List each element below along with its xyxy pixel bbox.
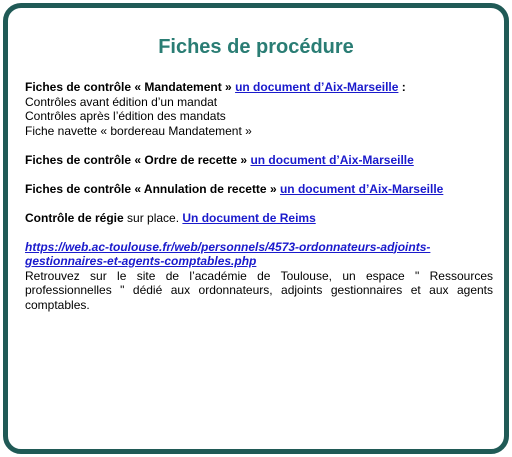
mandatement-line-1: Contrôles avant édition d’un mandat [25,94,218,109]
page-title: Fiches de procédure [158,36,354,58]
regie-doc-link[interactable]: Un document de Reims [182,210,316,225]
toulouse-link-line [25,240,493,269]
mandatement-colon: : [398,80,406,94]
toulouse-url-link[interactable]: https://web.ac-toulouse.fr/web/personnels/4573-ordonnateurs-adjoints-gestionnaires-et-agents-comptables.php [25,239,431,268]
toulouse-description: Retrouvez sur le site de l’académie de Toulouse, un espace " Ressources professionnelles " dédié aux ordonnateurs, adjoints gestionnaires et aux agents comptables. [25,268,493,312]
mandatement-line-2: Contrôles après l’édition des mandats [25,109,226,123]
mandatement-doc-link[interactable]: un document d’Aix-Marseille [235,80,399,94]
spacer [25,225,493,240]
spacer [25,196,493,211]
mandatement-line-3: Fiche navette « bordereau Mandatement » [25,123,252,138]
procedure-panel [3,3,509,454]
annulation-doc-link[interactable]: un document d’Aix-Marseille [279,181,444,196]
spacer [25,138,493,153]
recette-heading: Fiches de contrôle « Ordre de recette » [25,152,248,167]
recette-line [25,153,493,168]
regie-heading: Contrôle de régie [25,210,124,225]
panel-content [25,80,493,312]
regie-text: sur place. [123,210,183,225]
mandatement-heading: Fiches de contrôle « Mandatement » [25,80,232,94]
annulation-line [25,182,493,197]
regie-line [25,211,493,226]
spacer [25,167,493,182]
recette-doc-link[interactable]: un document d’Aix-Marseille [250,152,414,167]
mandatement-heading-line [25,80,493,95]
annulation-heading: Fiches de contrôle « Annulation de recette » [25,181,277,196]
